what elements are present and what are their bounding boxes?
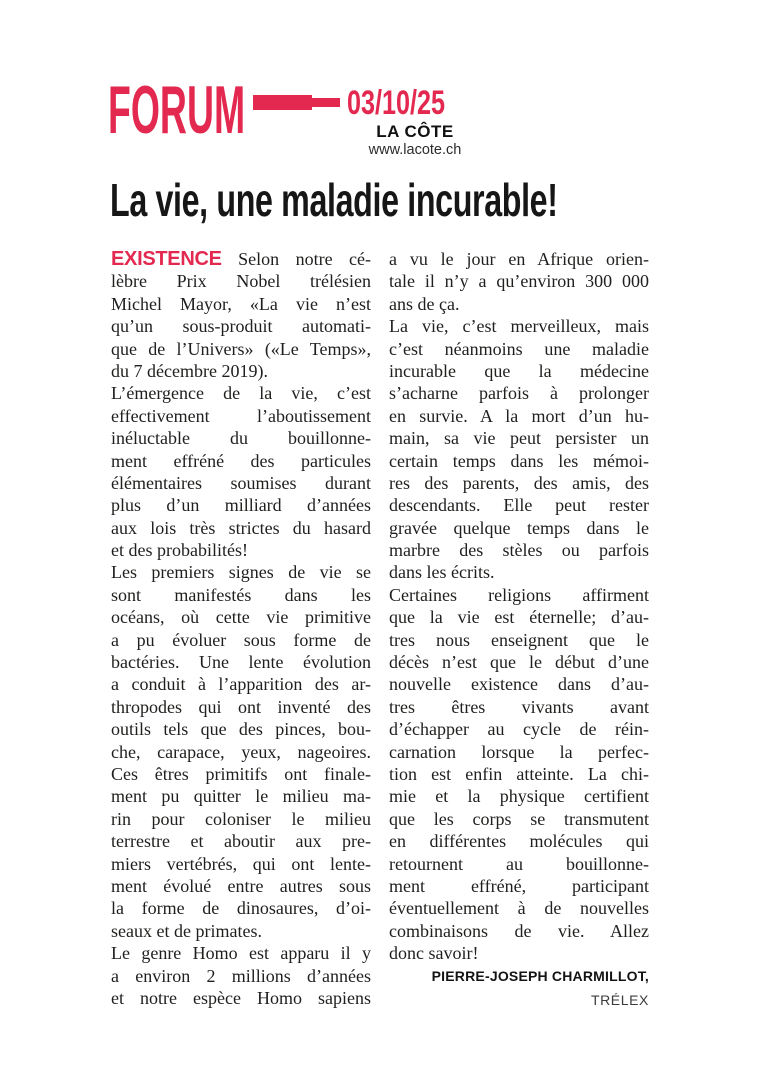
body-line: thropodes qui ont inventé des	[111, 696, 371, 717]
author-name: PIERRE-JOSEPH CHARMILLOT,	[431, 968, 649, 984]
body-line: descendants. Elle peut rester	[389, 495, 649, 516]
body-line: tale il n’y a qu’environ 300 000	[389, 271, 649, 292]
brand-website: www.lacote.ch	[368, 141, 462, 158]
body-line: décès n’est que le début d’une	[389, 652, 649, 673]
body-line: aux lois très strictes du hasard	[111, 517, 371, 538]
body-line: rin pour coloniser le milieu	[111, 808, 371, 829]
author-location: TRÉLEX	[590, 992, 649, 1008]
body-line: ment pu quitter le milieu ma-	[111, 786, 371, 807]
body-line: gravée quelque temps dans le	[389, 517, 649, 538]
body-line: bactéries. Une lente évolution	[111, 652, 371, 673]
body-line: retournent au bouillonne-	[389, 853, 649, 874]
body-line: seaux et de primates.	[111, 920, 262, 941]
body-line: dans les écrits.	[389, 562, 495, 583]
body-line: che, carapace, yeux, nageoires.	[111, 741, 371, 762]
body-line: en survie. A la mort d’un hu-	[389, 405, 649, 426]
article-headline: La vie, une maladie incurable!	[110, 174, 558, 226]
article-column-2	[389, 248, 649, 965]
body-line: d’échapper au cycle de réin-	[389, 719, 649, 740]
article-column-1	[111, 248, 371, 1009]
edition-date: 03/10/25	[347, 84, 445, 122]
body-line: Les premiers signes de vie se	[111, 562, 371, 583]
body-line: océans, où cette vie primitive	[111, 607, 371, 628]
body-line: et des probabilités!	[111, 540, 248, 561]
body-line: Certaines religions affirment	[389, 584, 649, 605]
body-line: et notre espèce Homo sapiens	[111, 987, 371, 1008]
body-line: tres êtres vivants avant	[389, 696, 649, 717]
body-line: ment évolué entre autres sous	[111, 875, 371, 896]
body-line: a pu évoluer sous forme de	[111, 629, 371, 650]
body-line: a conduit à l’apparition des ar-	[111, 674, 371, 695]
masthead-flag-icon	[253, 95, 312, 110]
kicker-label: EXISTENCE	[111, 248, 222, 270]
body-line: du 7 décembre 2019).	[111, 360, 268, 381]
brand-block	[335, 123, 495, 159]
body-line: c’est néanmoins une maladie	[389, 338, 649, 359]
body-line: a environ 2 millions d’années	[111, 965, 371, 986]
body-line: la forme de dinosaures, d’oi-	[111, 898, 371, 919]
body-line: L’émergence de la vie, c’est	[111, 383, 371, 404]
body-line: plus d’un milliard d’années	[111, 495, 371, 516]
body-line: nouvelle existence dans d’au-	[389, 674, 649, 695]
body-line: miers vertébrés, qui ont lente-	[111, 853, 371, 874]
body-line: en différentes molécules qui	[389, 831, 649, 852]
body-line: s’acharne parfois à prolonger	[389, 383, 649, 404]
body-line: ment effréné des particules	[111, 450, 371, 471]
body-line: marbre des stèles ou parfois	[389, 540, 649, 561]
body-line: tion est enfin atteinte. La chi-	[389, 763, 649, 784]
body-line: certain temps dans les mémoi-	[389, 450, 649, 471]
body-line: mie et la physique certifient	[389, 786, 649, 807]
body-line: carnation lorsque la perfec-	[389, 741, 649, 762]
body-line: tres nous enseignent que le	[389, 629, 649, 650]
body-line: Ces êtres primitifs ont finale-	[111, 763, 371, 784]
body-line: outils tels que des pinces, bou-	[111, 719, 371, 740]
body-line: Michel Mayor, «La vie n’est	[111, 293, 371, 314]
body-line: EXISTENCE Selon notre cé-	[111, 248, 371, 270]
body-line: ment effréné, participant	[389, 875, 649, 896]
body-line: que de l’Univers» («Le Temps»,	[111, 338, 371, 359]
body-line: effectivement l’aboutissement	[111, 405, 371, 426]
section-title: FORUM	[108, 72, 246, 148]
body-line: incurable que la médecine	[389, 360, 649, 381]
body-line: éventuellement à de nouvelles	[389, 898, 649, 919]
body-line: lèbre Prix Nobel trélésien	[111, 271, 371, 292]
body-line: terrestre et aboutir aux pre-	[111, 831, 371, 852]
body-line: Le genre Homo est apparu il y	[111, 943, 371, 964]
body-line: a vu le jour en Afrique orien-	[389, 249, 649, 269]
body-line: inéluctable du bouillonne-	[111, 428, 371, 449]
body-line: sont manifestés dans les	[111, 584, 371, 605]
body-line: res des parents, des amis, des	[389, 472, 649, 493]
body-line: La vie, c’est merveilleux, mais	[389, 316, 649, 337]
body-line: que la vie est éternelle; d’au-	[389, 607, 649, 628]
body-line: ans de ça.	[389, 293, 460, 314]
body-line: qu’un sous-produit automati-	[111, 316, 371, 337]
body-line: donc savoir!	[389, 943, 479, 964]
body-line: combinaisons de vie. Allez	[389, 920, 649, 941]
brand-name: LA CÔTE	[376, 122, 454, 141]
body-line: élémentaires soumises durant	[111, 472, 371, 493]
body-line: que les corps se transmutent	[389, 808, 649, 829]
body-line: main, sa vie peut persister un	[389, 428, 649, 449]
